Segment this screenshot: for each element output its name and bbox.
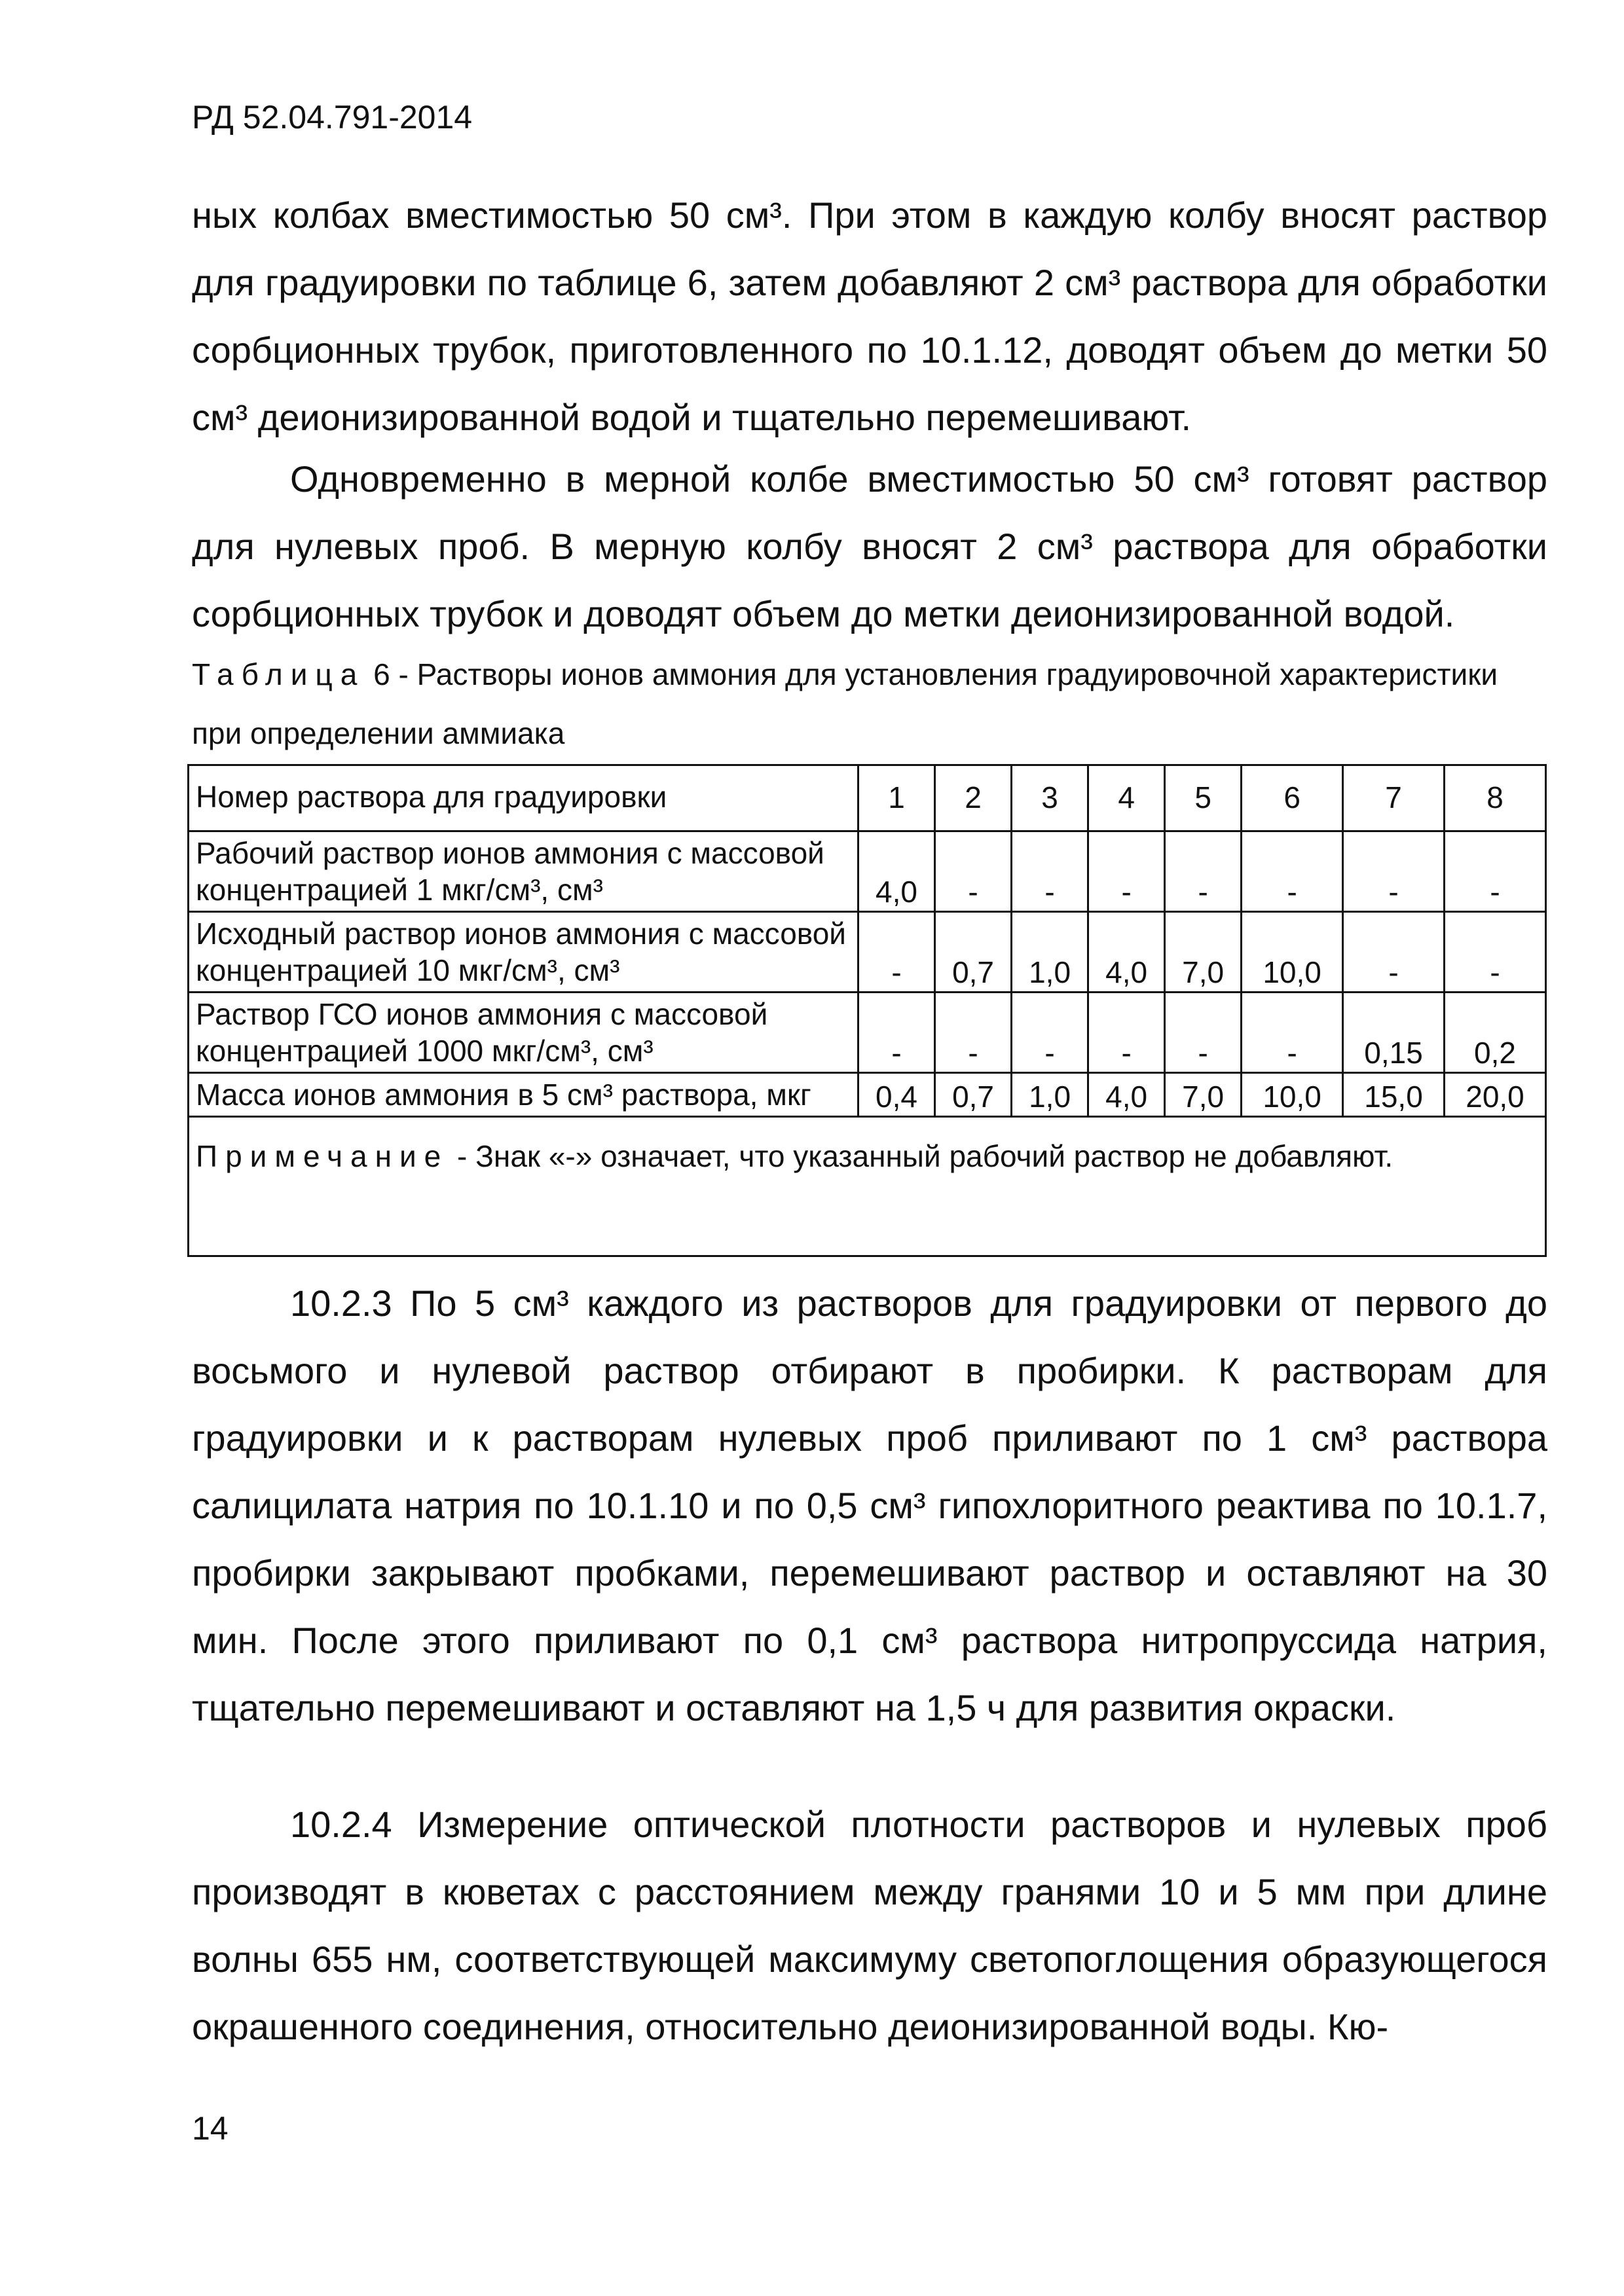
table-cell: 4,0	[1088, 912, 1165, 993]
table-cell: -	[1445, 831, 1546, 912]
table-cell: 20,0	[1445, 1073, 1546, 1117]
column-header: 8	[1445, 765, 1546, 831]
note-text: - Знак «-» означает, что указанный рабочий раствор не добавляют.	[449, 1139, 1393, 1173]
table-cell: 10,0	[1242, 912, 1343, 993]
note-prefix: Примечание	[196, 1139, 449, 1173]
page-number: 14	[192, 2110, 229, 2147]
table-caption-text: 6 - Растворы ионов аммония для установления градуировочной характеристики при определении аммиака	[192, 657, 1498, 750]
table-cell: 4,0	[858, 831, 935, 912]
column-header: 6	[1242, 765, 1343, 831]
table-cell: 1,0	[1012, 1073, 1088, 1117]
table-row	[189, 912, 1546, 993]
row-label: Рабочий раствор ионов аммония с массовой концентрацией 1 мкг/см³, см³	[189, 831, 858, 912]
table-cell: -	[858, 993, 935, 1073]
table-cell: 7,0	[1165, 912, 1242, 993]
table-cell: -	[1088, 993, 1165, 1073]
row-label: Исходный раствор ионов аммония с массовой концентрацией 10 мкг/см³, см³	[189, 912, 858, 993]
paragraph-2: Одновременно в мерной колбе вместимостью 50 см³ готовят раствор для нулевых проб. В мерную колбу вносят 2 см³ раствора для обработки сорбционных трубок и доводят объем до метки деионизированной водой.	[192, 458, 1547, 634]
table-cell: -	[1012, 831, 1088, 912]
paragraph-4: 10.2.4 Измерение оптической плотности растворов и нулевых проб производят в кюветах с расстоянием между гранями 10 и 5 мм при длине волны 655 нм, соответствующей максимуму светопоглощения образующегося окрашенного соединения, относительно деионизированной воды. Кю-	[192, 1804, 1547, 2047]
table-cell: 15,0	[1343, 1073, 1445, 1117]
table-cell: -	[1088, 831, 1165, 912]
column-header: 1	[858, 765, 935, 831]
table-cell: 0,2	[1445, 993, 1546, 1073]
column-header: 3	[1012, 765, 1088, 831]
table-cell: 10,0	[1242, 1073, 1343, 1117]
table-cell: 0,7	[935, 912, 1012, 993]
row-label: Масса ионов аммония в 5 см³ раствора, мкг	[189, 1073, 858, 1117]
column-header: 4	[1088, 765, 1165, 831]
table-cell: -	[1165, 831, 1242, 912]
table-cell: -	[935, 831, 1012, 912]
row-label: Раствор ГСО ионов аммония с массовой концентрацией 1000 мкг/см³, см³	[189, 993, 858, 1073]
column-header: 5	[1165, 765, 1242, 831]
table-cell: -	[1012, 993, 1088, 1073]
calibration-table	[187, 764, 1547, 1257]
table-row	[189, 993, 1546, 1073]
table-cell: -	[1445, 912, 1546, 993]
table-note	[189, 1117, 1546, 1256]
table-cell: 1,0	[1012, 912, 1088, 993]
header-label-cell: Номер раствора для градуировки	[189, 765, 858, 831]
table-cell: 4,0	[1088, 1073, 1165, 1117]
paragraph-1: ных колбах вместимостью 50 см³. При этом в каждую колбу вносят раствор для градуировки по таблице 6, затем добавляют 2 см³ раствора для обработки сорбционных трубок, приготовленного по 10.1.12, доводят объем до метки 50 см³ деионизированной водой и тщательно перемешивают.	[192, 194, 1547, 438]
table-cell: -	[1242, 831, 1343, 912]
table-caption	[192, 645, 1547, 763]
table-cell: 0,15	[1343, 993, 1445, 1073]
table-caption-prefix: Таблица	[192, 657, 365, 691]
table-cell: -	[1165, 993, 1242, 1073]
table-cell: 0,7	[935, 1073, 1012, 1117]
column-header: 2	[935, 765, 1012, 831]
paragraph-3: 10.2.3 По 5 см³ каждого из растворов для градуировки от первого до восьмого и нулевой раствор отбирают в пробирки. К растворам для градуировки и к растворам нулевых проб приливают по 1 см³ раствора салицилата натрия по 10.1.10 и по 0,5 см³ гипохлоритного реактива по 10.1.7, пробирки закрывают пробками, перемешивают раствор и оставляют на 30 мин. После этого приливают по 0,1 см³ раствора нитропруссида натрия, тщательно перемешивают и оставляют на 1,5 ч для развития окраски.	[192, 1283, 1547, 1728]
table-cell: -	[1242, 993, 1343, 1073]
table-row	[189, 1073, 1546, 1117]
table-cell: 7,0	[1165, 1073, 1242, 1117]
table-cell: 0,4	[858, 1073, 935, 1117]
document-header: РД 52.04.791-2014	[192, 99, 473, 136]
table-row	[189, 831, 1546, 912]
table-header-row	[189, 765, 1546, 831]
table-note-row	[189, 1117, 1546, 1256]
table-cell: -	[1343, 831, 1445, 912]
table-cell: -	[1343, 912, 1445, 993]
table-cell: -	[858, 912, 935, 993]
column-header: 7	[1343, 765, 1445, 831]
table-cell: -	[935, 993, 1012, 1073]
